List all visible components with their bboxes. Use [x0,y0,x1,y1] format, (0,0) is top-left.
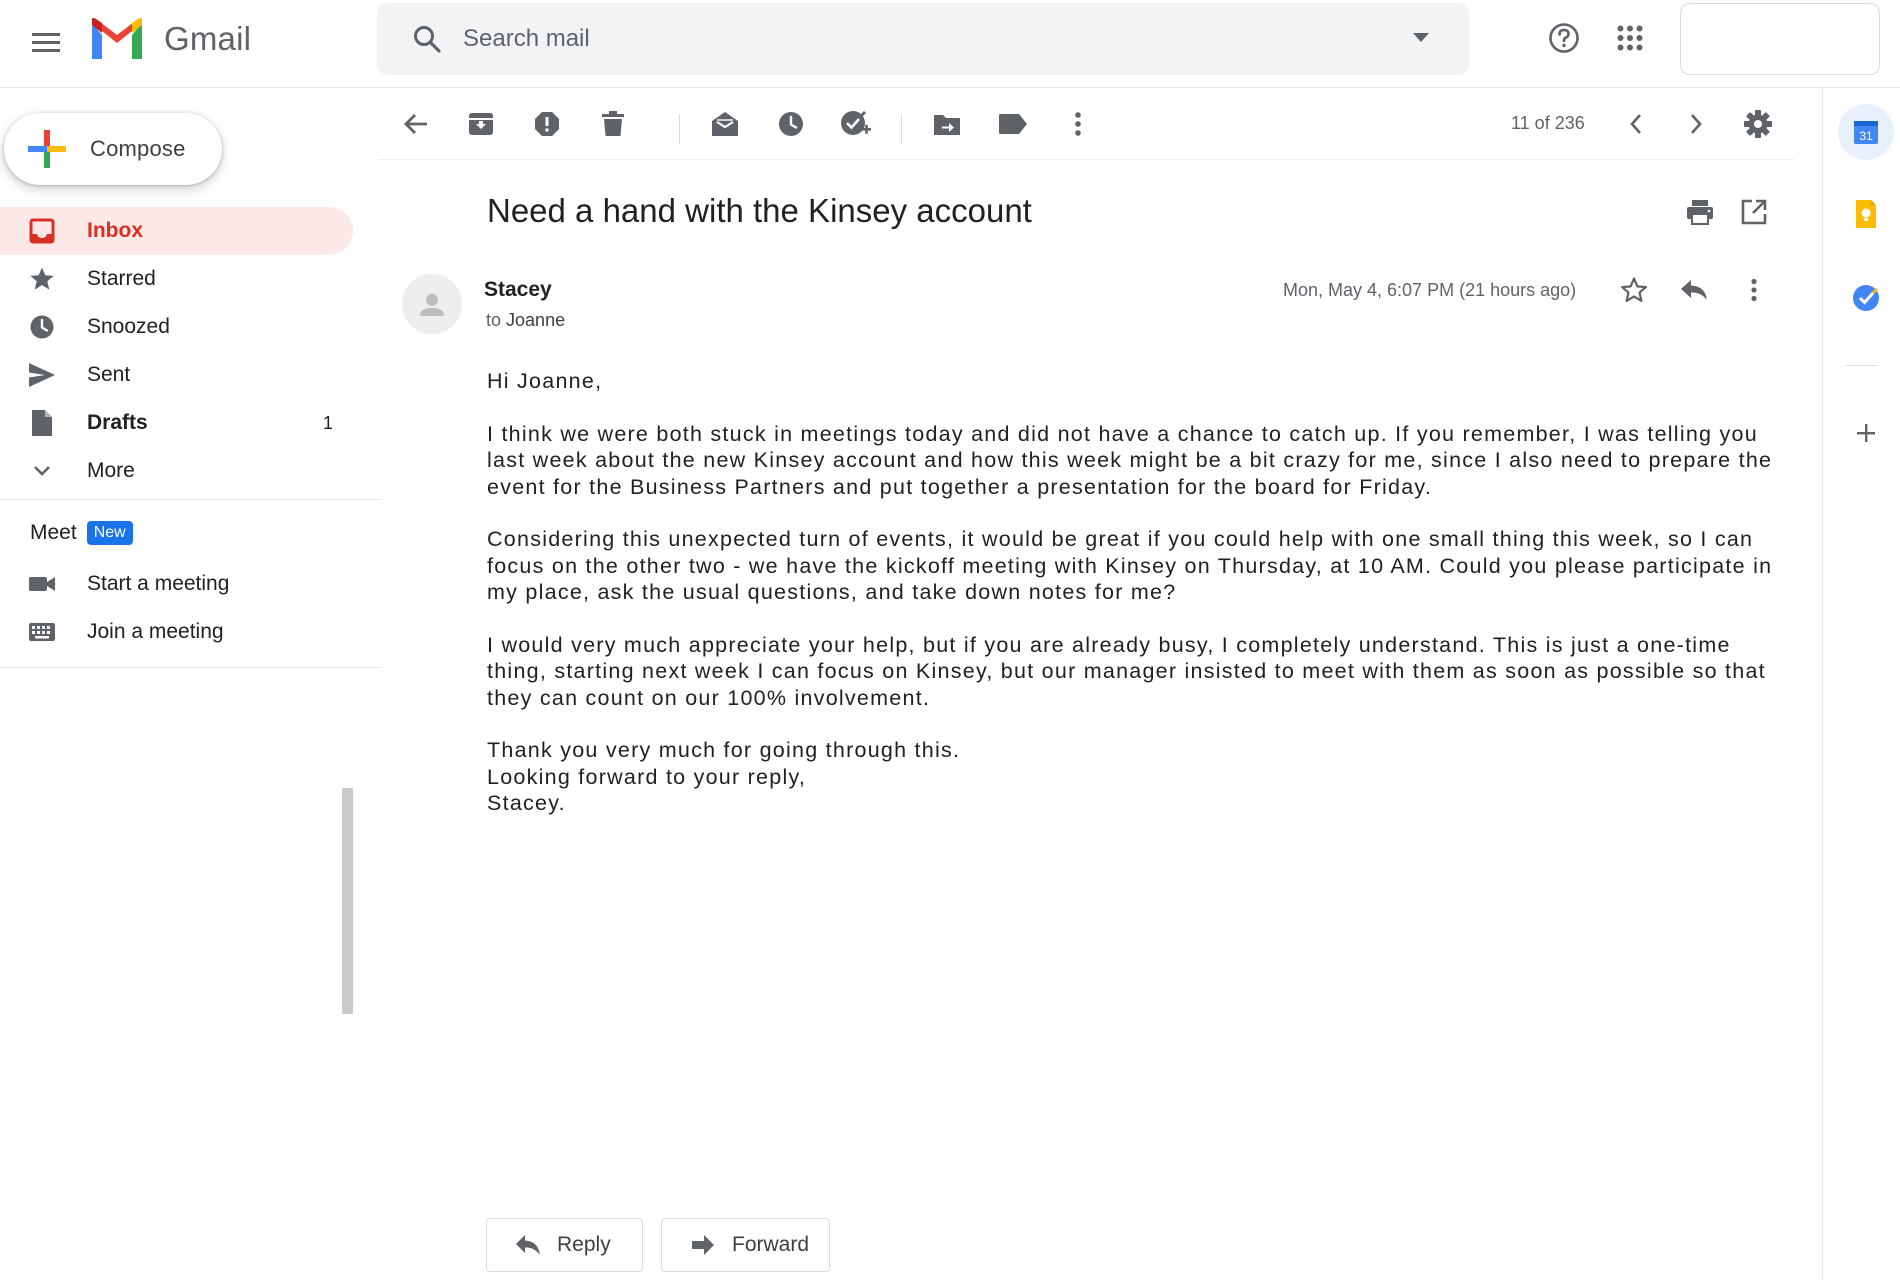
compose-button[interactable] [4,113,222,185]
main-menu-icon[interactable] [26,22,66,62]
nav-label: More [87,459,135,482]
forward-icon [688,1230,718,1260]
nav-item-starred[interactable] [0,255,380,303]
closing-line: Looking forward to your reply, [487,764,807,789]
body-paragraph: I think we were both stuck in meetings today and did not have a chance to catch up. If you remember, I was telling you last week about the new Kinsey account and how this week might be a bit crazy for me, since I also need to prepare the event for the Business Partners and put together a presentation for the board for Friday. [487,421,1773,499]
toolbar-divider [679,114,680,144]
label-icon[interactable] [993,104,1033,144]
body-paragraph: Considering this unexpected turn of events, it would be great if you could help with one small thing this week, so I can focus on the other two - we have the kickoff meeting with Kinsey on Thursday, at 10 AM. Could you please participate in my place, ask the usual questions, and take down notes for me? [487,527,1773,604]
new-badge: New [87,521,133,545]
forward-button[interactable] [661,1218,830,1272]
email-body [487,368,1777,817]
open-in-new-window-icon[interactable] [1734,192,1774,232]
meet-list [0,560,380,656]
nav-label: Inbox [87,219,143,242]
more-vert-icon[interactable] [1058,104,1098,144]
folder-nav [0,207,380,495]
google-apps-grid-icon[interactable] [1610,18,1650,58]
tasks-icon[interactable] [1838,270,1894,326]
nav-label: Snoozed [87,315,170,338]
join-meeting-item[interactable] [0,608,380,656]
mark-unread-icon[interactable] [705,104,745,144]
side-panel [1822,88,1900,1280]
chevron-down-icon [28,457,56,485]
drafts-count: 1 [323,412,334,433]
chevron-left-icon[interactable] [1616,104,1656,144]
nav-scrollbar[interactable] [342,788,353,1014]
archive-icon[interactable] [461,104,501,144]
report-spam-icon[interactable] [527,104,567,144]
toolbar-divider [901,114,902,144]
search-bar[interactable] [377,3,1469,75]
reply-label: Reply [557,1233,611,1256]
to-prefix: to [486,310,502,330]
video-camera-icon [28,570,56,598]
help-icon[interactable] [1544,18,1584,58]
gmail-wordmark: Gmail [164,20,252,57]
email-subject: Need a hand with the Kinsey account [487,192,1032,229]
print-icon[interactable] [1680,192,1720,232]
nav-label: Start a meeting [87,572,230,595]
chevron-right-icon[interactable] [1676,104,1716,144]
email-date: Mon, May 4, 6:07 PM (21 hours ago) [1283,280,1577,300]
reply-arrow-icon[interactable] [1674,270,1714,310]
sender-name[interactable]: Stacey [484,278,552,301]
account-area[interactable] [1680,3,1880,75]
body-greeting: Hi Joanne, [487,369,603,393]
nav-item-sent[interactable] [0,351,380,399]
recipient-line[interactable] [486,310,565,331]
reply-icon [513,1230,543,1260]
nav-label: Sent [87,363,131,386]
nav-label: Drafts [87,411,148,434]
search-icon[interactable] [407,19,447,59]
add-to-tasks-icon[interactable] [836,104,876,144]
send-icon [28,361,56,389]
signature: Stacey. [487,791,566,815]
message-page-count: 11 of 236 [1511,113,1585,133]
keyboard-icon [28,618,56,646]
body-closing [487,737,1777,817]
inbox-icon [28,217,56,245]
back-arrow-icon[interactable] [396,104,436,144]
meet-section-header [30,521,133,545]
star-icon [28,265,56,293]
add-addon-icon[interactable] [1838,405,1894,461]
keep-icon[interactable] [1838,186,1894,242]
sender-avatar[interactable] [402,274,462,334]
meet-divider [0,667,380,668]
delete-icon[interactable] [593,104,633,144]
nav-divider [0,499,380,500]
nav-item-more[interactable] [0,447,380,495]
calendar-icon[interactable] [1838,104,1894,160]
nav-item-snoozed[interactable] [0,303,380,351]
body-paragraph: I would very much appreciate your help, but if you are already busy, I completely understand. This is just a one-time thing, starting next week I can focus on Kinsey, but our manager insisted to meet with them as soon as possible so that they can count on our 100% involvement. [487,632,1766,710]
gmail-m-icon [88,17,146,61]
calendar-day: 31 [1859,129,1873,143]
star-outline-icon[interactable] [1614,270,1654,310]
settings-gear-icon[interactable] [1738,104,1778,144]
search-options-caret-icon[interactable] [1413,33,1429,42]
compose-plus-icon [28,130,66,168]
search-input[interactable] [463,19,1363,59]
closing-line: Thank you very much for going through this. [487,738,961,762]
nav-label: Join a meeting [87,620,224,643]
recipient-name: Joanne [506,310,566,330]
start-meeting-item[interactable] [0,560,380,608]
more-vert-icon[interactable] [1734,270,1774,310]
meet-title: Meet [30,521,77,544]
compose-label: Compose [90,136,186,161]
draft-file-icon [28,409,56,437]
nav-item-inbox[interactable] [0,207,353,255]
forward-label: Forward [732,1233,810,1256]
top-header [0,0,1900,88]
side-panel-divider [1846,365,1878,366]
message-toolbar [378,88,1794,160]
nav-item-drafts[interactable] [0,399,380,447]
gmail-logo[interactable] [88,17,251,61]
clock-icon [28,313,56,341]
move-to-icon[interactable] [927,104,967,144]
reply-button[interactable] [486,1218,643,1272]
snooze-icon[interactable] [771,104,811,144]
nav-label: Starred [87,267,156,290]
